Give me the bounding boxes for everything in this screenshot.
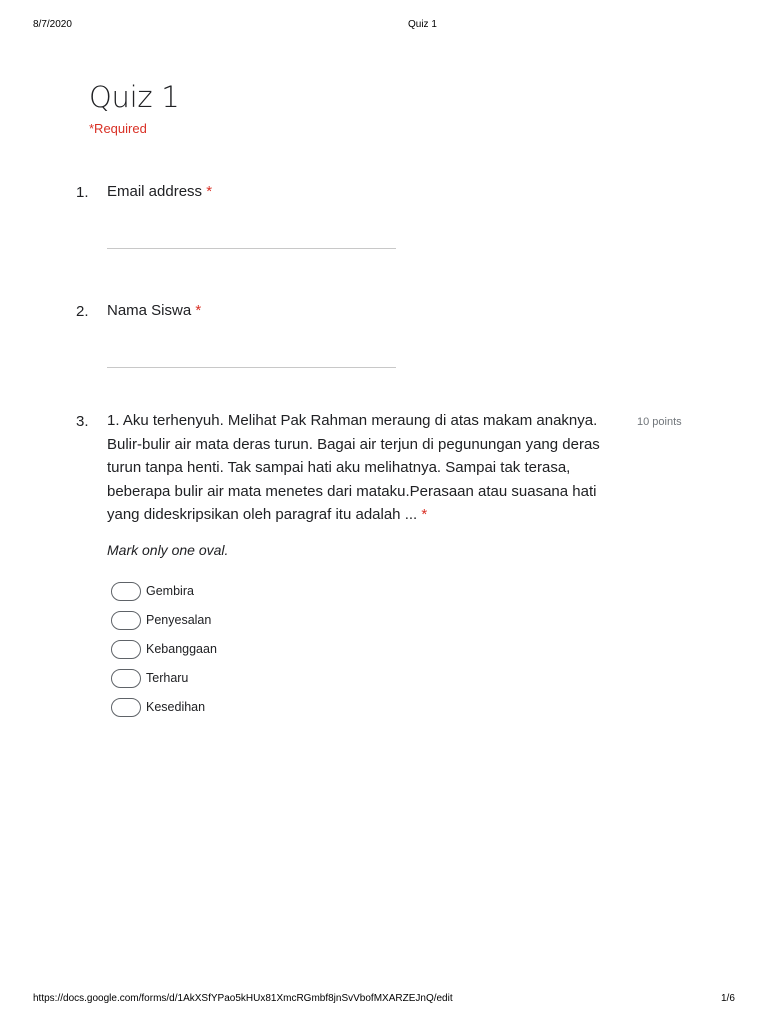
radio-oval[interactable] xyxy=(111,640,141,659)
instruction-text: Mark only one oval. xyxy=(107,542,229,558)
required-star: * xyxy=(421,506,428,523)
radio-oval[interactable] xyxy=(111,611,141,630)
option-penyesalan[interactable] xyxy=(111,610,211,630)
nama-answer-field[interactable] xyxy=(107,367,396,368)
option-kesedihan[interactable] xyxy=(111,697,205,717)
required-star: * xyxy=(206,183,213,200)
question-label: Nama Siswa xyxy=(107,302,192,319)
print-page-number: 1/6 xyxy=(721,993,735,1004)
question-line: yang dideskripsikan oleh paragraf itu adalah ... xyxy=(107,506,418,523)
question-number: 1. xyxy=(76,184,89,201)
question-label: Email address xyxy=(107,183,203,200)
question-title-email xyxy=(107,180,212,204)
print-url: https://docs.google.com/forms/d/1AkXSfYPao5kHUx81XmcRGmbf8jnSvVbofMXARZEJnQ/edit xyxy=(33,993,453,1004)
required-star: * xyxy=(195,302,202,319)
question-title-nama xyxy=(107,299,201,323)
option-label: Gembira xyxy=(146,584,194,598)
option-label: Terharu xyxy=(146,671,189,685)
question-number: 2. xyxy=(76,303,89,320)
email-answer-field[interactable] xyxy=(107,248,396,249)
required-note: *Required xyxy=(89,121,147,136)
question-line-last xyxy=(107,503,600,527)
option-label: Kebanggaan xyxy=(146,642,217,656)
question-line: beberapa bulir air mata menetes dari mataku.Perasaan atau suasana hati xyxy=(107,482,597,500)
question-line: Bulir-bulir air mata deras turun. Bagai air terjun di pegunungan yang deras xyxy=(107,435,600,453)
points-badge: 10 points xyxy=(637,416,682,428)
option-gembira[interactable] xyxy=(111,581,194,601)
option-terharu[interactable] xyxy=(111,668,188,688)
form-title: Quiz 1 xyxy=(89,80,180,114)
radio-oval[interactable] xyxy=(111,698,141,717)
option-label: Penyesalan xyxy=(146,613,212,627)
option-kebanggaan[interactable] xyxy=(111,639,217,659)
option-label: Kesedihan xyxy=(146,700,206,714)
question-title-paragraph xyxy=(107,409,600,527)
radio-oval[interactable] xyxy=(111,669,141,688)
print-date: 8/7/2020 xyxy=(33,19,72,30)
print-page-title: Quiz 1 xyxy=(408,19,437,30)
question-line: 1. Aku terhenyuh. Melihat Pak Rahman meraung di atas makam anaknya. xyxy=(107,412,598,429)
question-number: 3. xyxy=(76,413,89,430)
question-line: turun tanpa henti. Tak sampai hati aku melihatnya. Sampai tak terasa, xyxy=(107,459,571,476)
radio-oval[interactable] xyxy=(111,582,141,601)
